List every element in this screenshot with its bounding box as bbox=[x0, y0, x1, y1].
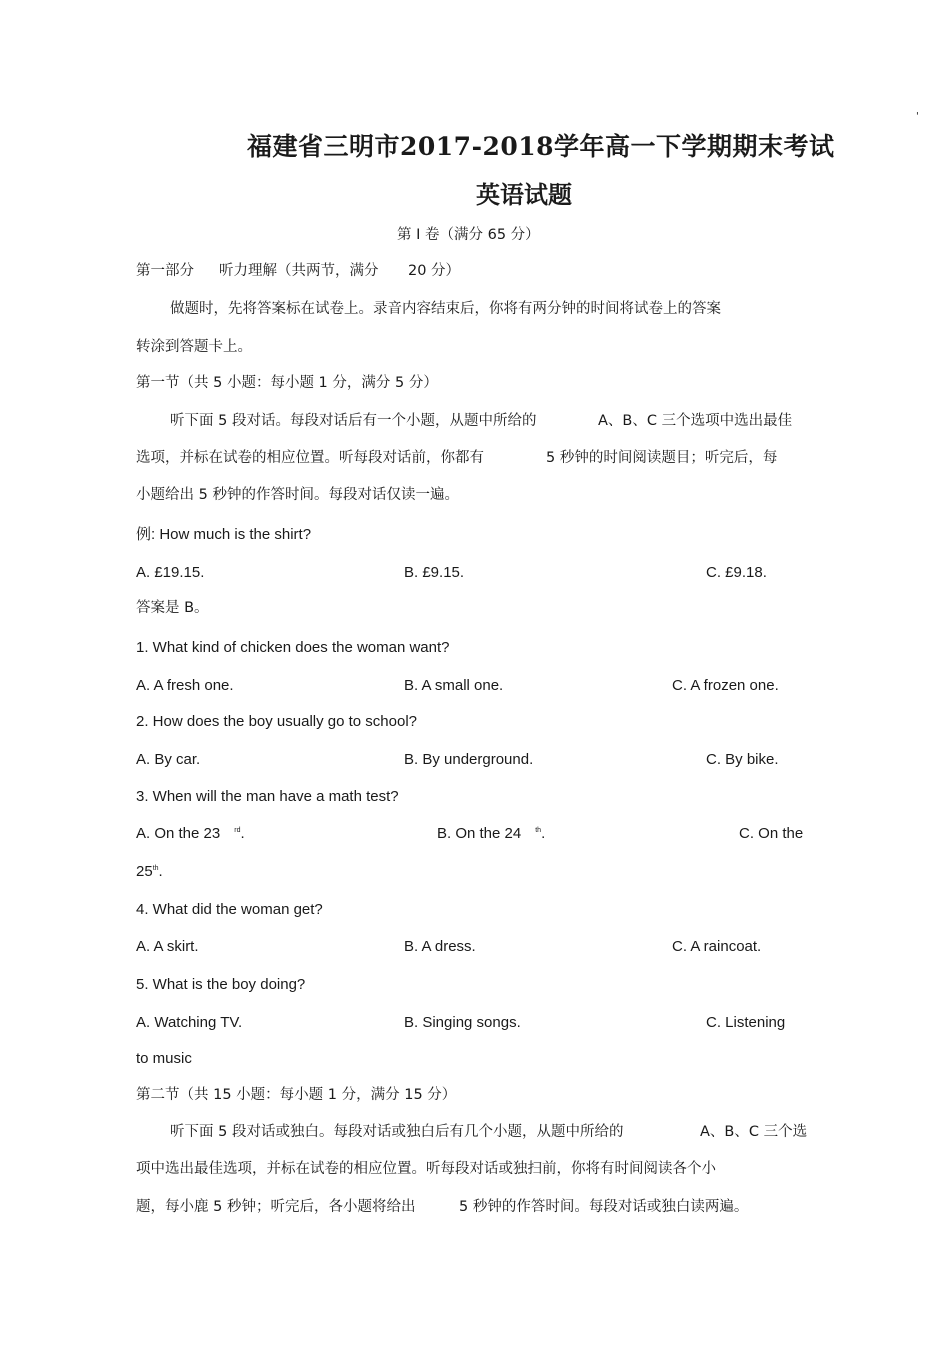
question-3-option-c-number: 25 bbox=[136, 863, 153, 880]
question-2-option-a: A. By car. bbox=[136, 751, 201, 768]
section2-instruction-line1-a: 听下面 5 段对话或独白。每段对话或独白后有几个小题，从题中所给的 bbox=[170, 1124, 624, 1140]
part1-instruction-line2: 转涂到答题卡上。 bbox=[136, 339, 252, 355]
section2-instruction-line2: 项中选出最佳选项，并标在试卷的相应位置。听每段对话或独扫前，你将有时间阅读各个小 bbox=[136, 1161, 716, 1177]
question-3-option-c-continued bbox=[136, 864, 163, 879]
question-1-option-a: A. A fresh one. bbox=[136, 677, 234, 694]
part1-heading-desc: 听力理解（共两节，满分 bbox=[219, 263, 379, 279]
example-answer: 答案是 B。 bbox=[136, 600, 209, 616]
question-2-option-b: B. By underground. bbox=[404, 751, 534, 768]
question-1-option-c: C. A frozen one. bbox=[672, 677, 779, 694]
section2-instruction-line3-a: 题，每小鹿 5 秒钟；听完后，各小题将给出 bbox=[136, 1199, 416, 1215]
question-3-option-c-suffix: th bbox=[152, 865, 159, 872]
question-5: 5. What is the boy doing? bbox=[136, 976, 306, 993]
example-question: 例: How much is the shirt? bbox=[136, 526, 312, 543]
question-2-option-c: C. By bike. bbox=[706, 751, 779, 768]
section1-instruction-line1-a: 听下面 5 段对话。每段对话后有一个小题，从题中所给的 bbox=[170, 413, 537, 429]
question-3-option-b-text: B. On the 24 bbox=[437, 825, 522, 842]
question-3-option-b-end: . bbox=[541, 825, 546, 842]
volume-heading: 第 I 卷（满分 65 分） bbox=[397, 227, 540, 243]
page-subtitle: 英语试题 bbox=[476, 180, 572, 209]
question-3-option-b bbox=[437, 826, 545, 841]
question-4: 4. What did the woman get? bbox=[136, 901, 323, 918]
question-3-option-a-text: A. On the 23 bbox=[136, 825, 221, 842]
example-option-c: C. £9.18. bbox=[706, 564, 767, 581]
section1-heading: 第一节（共 5 小题：每小题 1 分，满分 5 分） bbox=[136, 375, 438, 391]
part1-heading-label: 第一部分 bbox=[136, 263, 194, 279]
question-3-option-a-suffix: rd bbox=[234, 827, 241, 834]
question-5-option-c: C. Listening bbox=[706, 1014, 786, 1031]
question-4-option-a: A. A skirt. bbox=[136, 938, 199, 955]
question-3-option-b-suffix: th bbox=[535, 827, 542, 834]
question-5-option-c-continued: to music bbox=[136, 1050, 192, 1067]
page-title: 福建省三明市2017-2018学年高一下学期期末考试 bbox=[247, 132, 835, 161]
question-3: 3. When will the man have a math test? bbox=[136, 788, 399, 805]
example-option-b: B. £9.15. bbox=[404, 564, 465, 581]
section2-heading: 第二节（共 15 小题：每小题 1 分，满分 15 分） bbox=[136, 1087, 457, 1103]
question-3-option-a bbox=[136, 826, 245, 841]
question-4-option-c: C. A raincoat. bbox=[672, 938, 762, 955]
question-5-option-a: A. Watching TV. bbox=[136, 1014, 243, 1031]
question-4-option-b: B. A dress. bbox=[404, 938, 476, 955]
question-1: 1. What kind of chicken does the woman want? bbox=[136, 639, 450, 656]
section2-instruction-line1-b: A、B、C 三个选 bbox=[700, 1124, 808, 1140]
corner-mark: ' bbox=[916, 111, 919, 122]
part1-heading-score: 20 分） bbox=[408, 263, 461, 279]
example-option-a: A. £19.15. bbox=[136, 564, 205, 581]
section1-instruction-line3: 小题给出 5 秒钟的作答时间。每段对话仅读一遍。 bbox=[136, 487, 459, 503]
section1-instruction-line2-a: 选项，并标在试卷的相应位置。听每段对话前，你都有 bbox=[136, 450, 484, 466]
question-2: 2. How does the boy usually go to school? bbox=[136, 713, 418, 730]
section1-instruction-line1-b: A、B、C 三个选项中选出最佳 bbox=[598, 413, 793, 429]
question-3-option-c: C. On the bbox=[739, 825, 804, 842]
section2-instruction-line3-b: 5 秒钟的作答时间。每段对话或独白读两遍。 bbox=[459, 1199, 749, 1215]
section1-instruction-line2-b: 5 秒钟的时间阅读题目；听完后，每 bbox=[546, 450, 778, 466]
part1-instruction-line1: 做题时，先将答案标在试卷上。录音内容结束后，你将有两分钟的时间将试卷上的答案 bbox=[170, 301, 721, 317]
question-1-option-b: B. A small one. bbox=[404, 677, 504, 694]
question-5-option-b: B. Singing songs. bbox=[404, 1014, 521, 1031]
question-3-option-c-end: . bbox=[158, 863, 163, 880]
question-3-option-a-end: . bbox=[240, 825, 245, 842]
